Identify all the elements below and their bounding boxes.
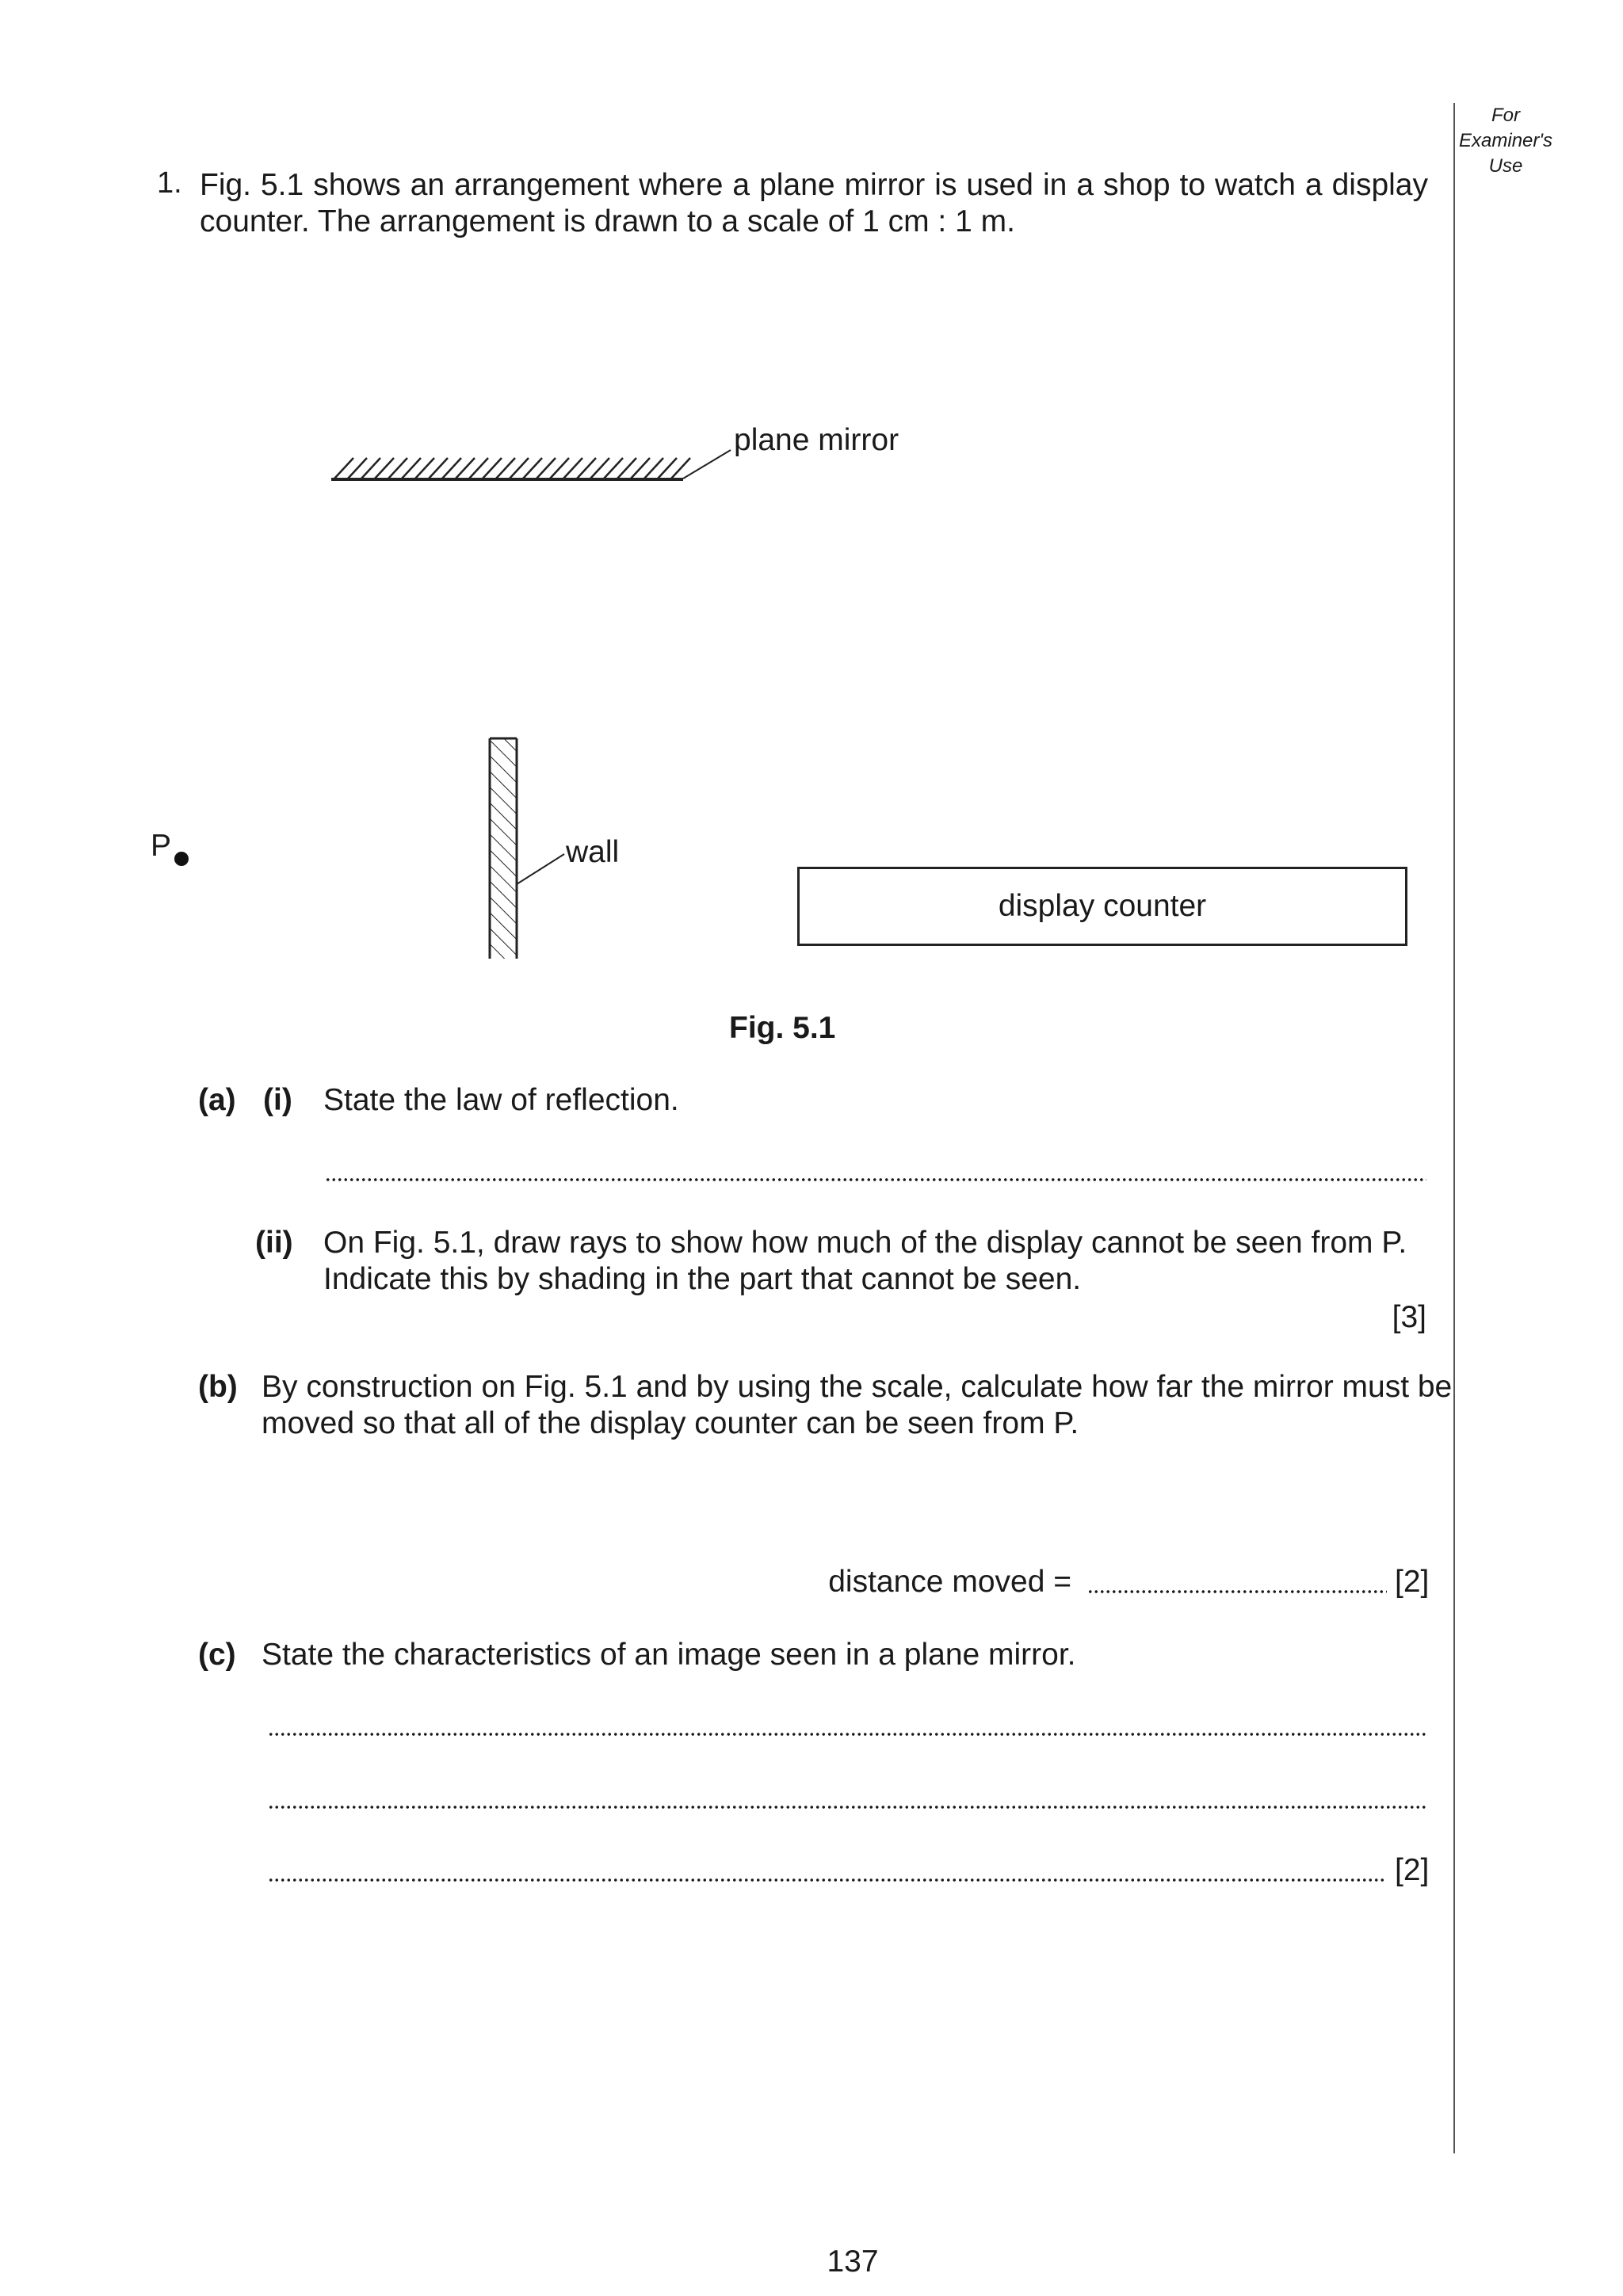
plane-mirror [331, 458, 690, 479]
point-p-label: P [151, 829, 172, 863]
display-counter-label: display counter [998, 889, 1207, 923]
distance-moved-answer-line[interactable] [1087, 1589, 1387, 1594]
part-a-ii-label: (ii) [255, 1226, 293, 1260]
part-c-answer-line-2[interactable] [268, 1805, 1426, 1810]
page-number: 137 [827, 2245, 879, 2279]
part-a-i-text: State the law of reflection. [323, 1083, 679, 1117]
display-counter [797, 867, 1407, 946]
part-b-line2: moved so that all of the display counter can be seen from P. [262, 1406, 1079, 1440]
part-a-i-answer-line[interactable] [325, 1177, 1426, 1182]
wall [490, 738, 517, 959]
part-b-marks: [2] [1395, 1565, 1430, 1599]
part-b-line1: By construction on Fig. 5.1 and by using the scale, calculate how far the mirror must be [262, 1370, 1453, 1404]
plane-mirror-label: plane mirror [734, 423, 899, 457]
wall-label-leader [517, 854, 564, 884]
examiner-use-label: For Examiner's Use [1459, 105, 1552, 177]
part-a-label: (a) [198, 1083, 236, 1117]
part-a-ii-line2: Indicate this by shading in the part that cannot be seen. [323, 1262, 1082, 1296]
question-intro-line2: counter. The arrangement is drawn to a scale of 1 cm : 1 m. [200, 204, 1015, 238]
question-number: 1. [157, 166, 182, 200]
mirror-label-leader [683, 450, 731, 479]
part-b-label: (b) [198, 1370, 238, 1404]
part-c-answer-line-3[interactable] [268, 1878, 1387, 1882]
wall-label: wall [566, 835, 620, 869]
distance-moved-label: distance moved = [828, 1565, 1071, 1599]
part-c-text: State the characteristics of an image seen in a plane mirror. [262, 1638, 1076, 1672]
point-p-dot [174, 852, 189, 866]
part-a-ii-line1: On Fig. 5.1, draw rays to show how much of the display cannot be seen from P. [323, 1226, 1407, 1260]
part-a-marks: [3] [1392, 1300, 1426, 1334]
part-c-answer-line-1[interactable] [268, 1732, 1426, 1737]
part-c-label: (c) [198, 1638, 236, 1672]
question-intro-line1: Fig. 5.1 shows an arrangement where a plane mirror is used in a shop to watch a display [200, 168, 1428, 202]
figure-caption: Fig. 5.1 [729, 1011, 836, 1045]
part-c-marks: [2] [1395, 1853, 1430, 1887]
part-a-i-label: (i) [263, 1083, 292, 1117]
